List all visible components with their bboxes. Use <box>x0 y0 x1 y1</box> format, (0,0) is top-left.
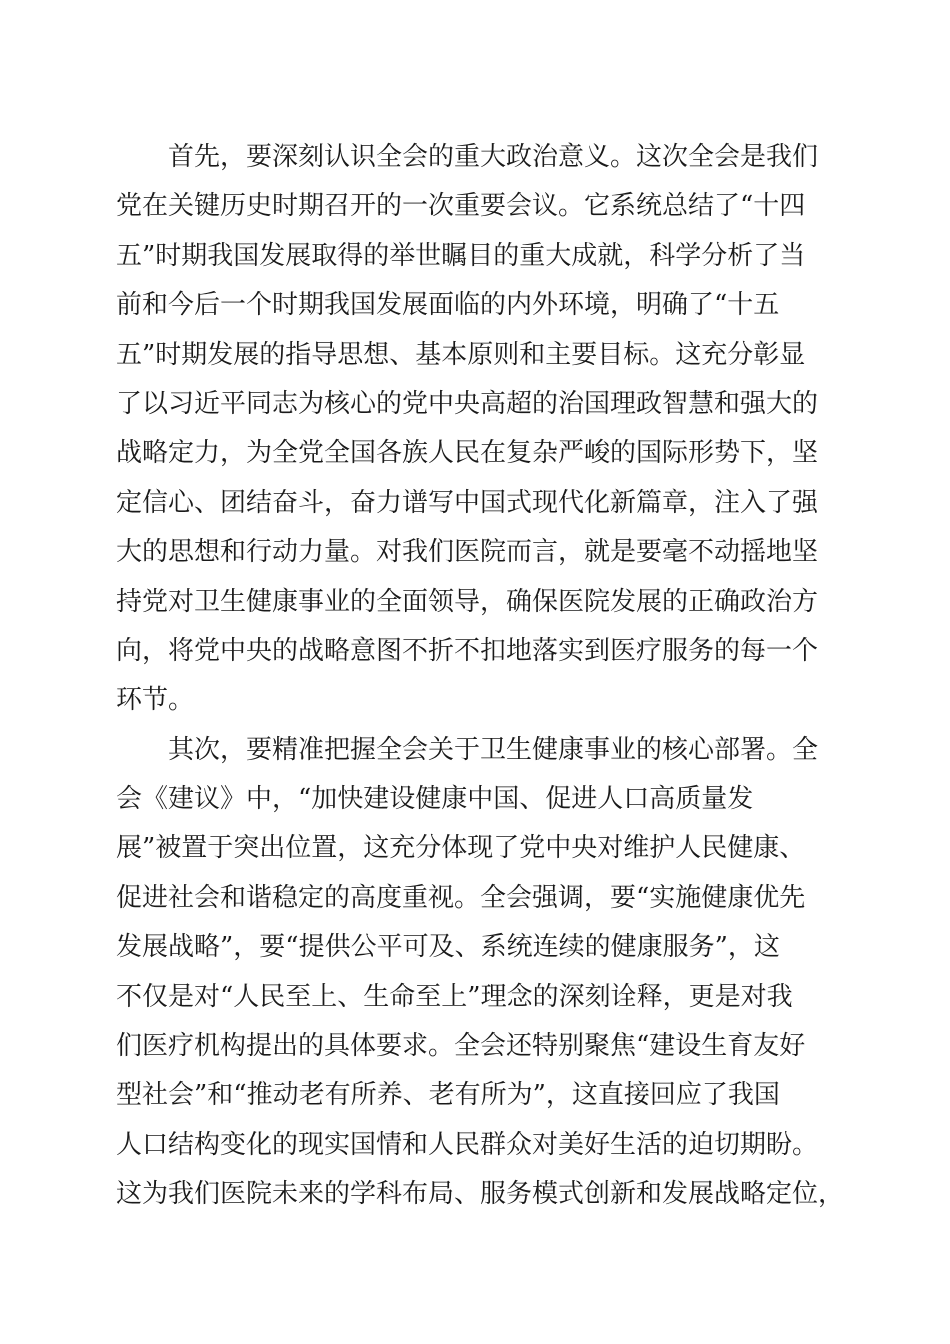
text-line: 战略定力，为全党全国各族人民在复杂严峻的国际形势下，坚 <box>116 438 819 469</box>
text-line: 了以习近平同志为核心的党中央高超的治国理政智慧和强大的 <box>116 388 819 419</box>
paragraph-political-significance <box>116 133 836 726</box>
text-line: 发展战略”，要“提供公平可及、系统连续的健康服务”，这 <box>116 932 780 963</box>
text-line: 其次，要精准把握全会关于卫生健康事业的核心部署。全 <box>168 734 819 765</box>
text-line: 人口结构变化的现实国情和人民群众对美好生活的迫切期盼。 <box>116 1129 819 1160</box>
text-line: 持党对卫生健康事业的全面领导，确保医院发展的正确政治方 <box>116 586 819 617</box>
text-line: 们医疗机构提出的具体要求。全会还特别聚焦“建设生育友好 <box>116 1031 806 1062</box>
text-line: 五”时期发展的指导思想、基本原则和主要目标。这充分彰显 <box>116 339 806 370</box>
text-line: 向，将党中央的战略意图不折不扣地落实到医疗服务的每一个 <box>116 635 819 666</box>
text-line: 党在关键历史时期召开的一次重要会议。它系统总结了“十四 <box>116 191 806 222</box>
text-line: 型社会”和“推动老有所养、老有所为”，这直接回应了我国 <box>116 1080 780 1111</box>
text-line: 不仅是对“人民至上、生命至上”理念的深刻诠释，更是对我 <box>116 981 793 1012</box>
text-line: 会《建议》中，“加快建设健康中国、促进人口高质量发 <box>116 784 754 815</box>
text-line: 定信心、团结奋斗，奋力谱写中国式现代化新篇章，注入了强 <box>116 487 819 518</box>
text-line: 首先，要深刻认识全会的重大政治意义。这次全会是我们 <box>168 142 819 172</box>
paragraph-health-deployment <box>116 726 845 1220</box>
text-line: 前和今后一个时期我国发展面临的内外环境，明确了“十五 <box>116 290 780 321</box>
text-line: 展”被置于突出位置，这充分体现了党中央对维护人民健康、 <box>116 833 806 864</box>
text-line: 这为我们医院未来的学科布局、服务模式创新和发展战略定位， <box>116 1179 845 1210</box>
text-line: 促进社会和谐稳定的高度重视。全会强调，要“实施健康优先 <box>116 882 806 913</box>
text-line: 环节。 <box>116 685 195 716</box>
text-line: 五”时期我国发展取得的举世瞩目的重大成就，科学分析了当 <box>116 240 806 271</box>
document-body <box>116 133 845 1220</box>
text-line: 大的思想和行动力量。对我们医院而言，就是要毫不动摇地坚 <box>116 537 819 568</box>
